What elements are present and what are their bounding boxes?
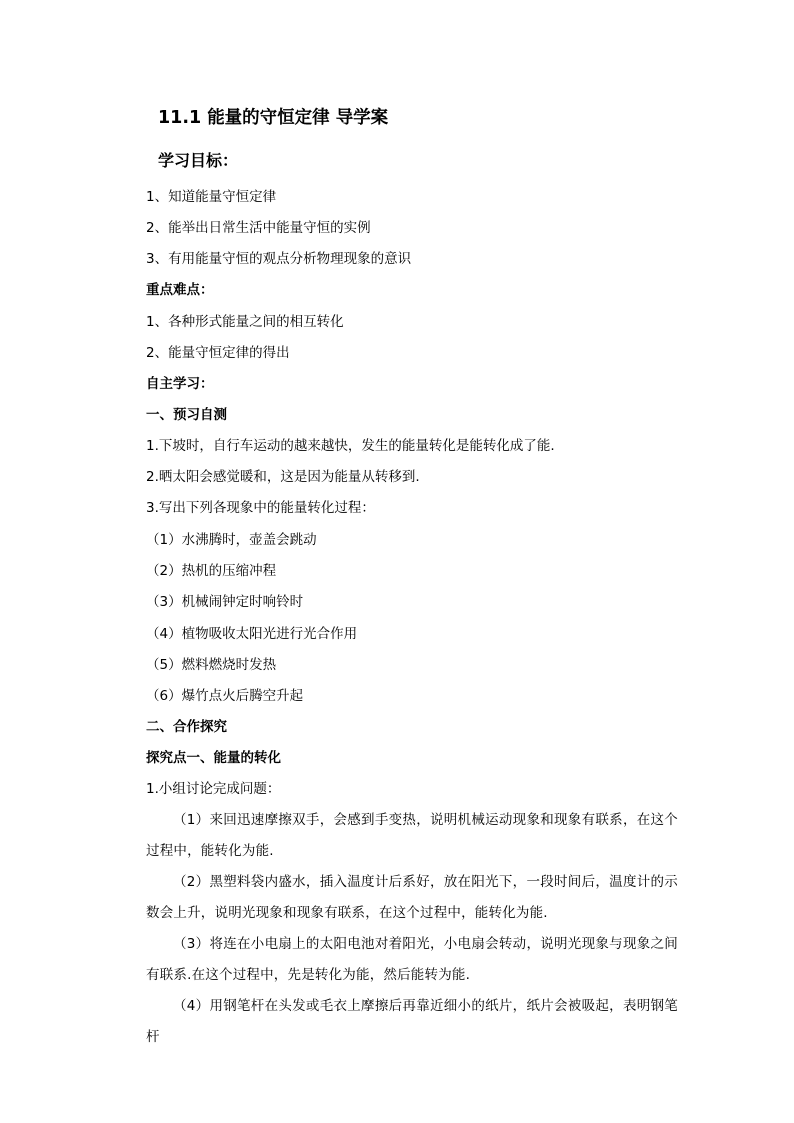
- point1-paragraph: （3）将连在小电扇上的太阳电池对着阳光，小电扇会转动，说明光现象与现象之间有联系.在这个过程中，先是转化为能，然后能转为能.: [146, 936, 678, 983]
- objectives-heading: 学习目标：: [158, 151, 239, 170]
- preview-question-1: 1.下坡时，自行车运动的越来越快，发生的能量转化是能转化成了能.: [146, 438, 555, 454]
- key-points-heading: 重点难点：: [146, 282, 214, 298]
- preview-sub-item: （2）热机的压缩冲程: [146, 563, 277, 579]
- objective-item: 3、有用能量守恒的观点分析物理现象的意识: [146, 251, 412, 267]
- objective-item: 1、知道能量守恒定律: [146, 189, 277, 205]
- preview-sub-item: （3）机械闹钟定时响铃时: [146, 594, 304, 610]
- title-suffix: 导学案: [335, 108, 389, 128]
- preview-question-2: 2.晒太阳会感觉暖和，这是因为能量从转移到.: [146, 469, 420, 485]
- title-number: 11.1: [158, 108, 202, 128]
- preview-sub-item: （1）水沸腾时，壶盖会跳动: [146, 532, 317, 548]
- preview-sub-item: （5）燃料燃烧时发热: [146, 657, 277, 673]
- key-point-item: 2、能量守恒定律的得出: [146, 345, 290, 361]
- self-study-heading: 自主学习：: [146, 376, 214, 392]
- objective-item: 2、能举出日常生活中能量守恒的实例: [146, 220, 371, 236]
- point1-paragraph: （2）黑塑料袋内盛水，插入温度计后系好，放在阳光下，一段时间后，温度计的示数会上升，说明光现象和现象有联系，在这个过程中，能转化为能.: [146, 874, 678, 921]
- preview-sub-item: （4）植物吸收太阳光进行光合作用: [146, 626, 358, 642]
- point1-intro: 1.小组讨论完成问题：: [146, 781, 281, 797]
- preview-sub-item: （6）爆竹点火后腾空升起: [146, 688, 304, 704]
- title-main: 能量的守恒定律: [207, 108, 330, 128]
- point1-paragraph: （4）用钢笔杆在头发或毛衣上摩擦后再靠近细小的纸片，纸片会被吸起，表明钢笔杆: [146, 998, 678, 1045]
- point1-heading: 探究点一、能量的转化: [146, 750, 281, 766]
- cooperative-heading: 二、合作探究: [146, 719, 227, 735]
- preview-heading: 一、预习自测: [146, 407, 227, 423]
- page-title: [158, 106, 388, 130]
- point1-paragraph: （1）来回迅速摩擦双手，会感到手变热，说明机械运动现象和现象有联系，在这个过程中，能转化为能.: [146, 812, 678, 859]
- key-point-item: 1、各种形式能量之间的相互转化: [146, 314, 344, 330]
- preview-question-3: 3.写出下列各现象中的能量转化过程：: [146, 500, 375, 516]
